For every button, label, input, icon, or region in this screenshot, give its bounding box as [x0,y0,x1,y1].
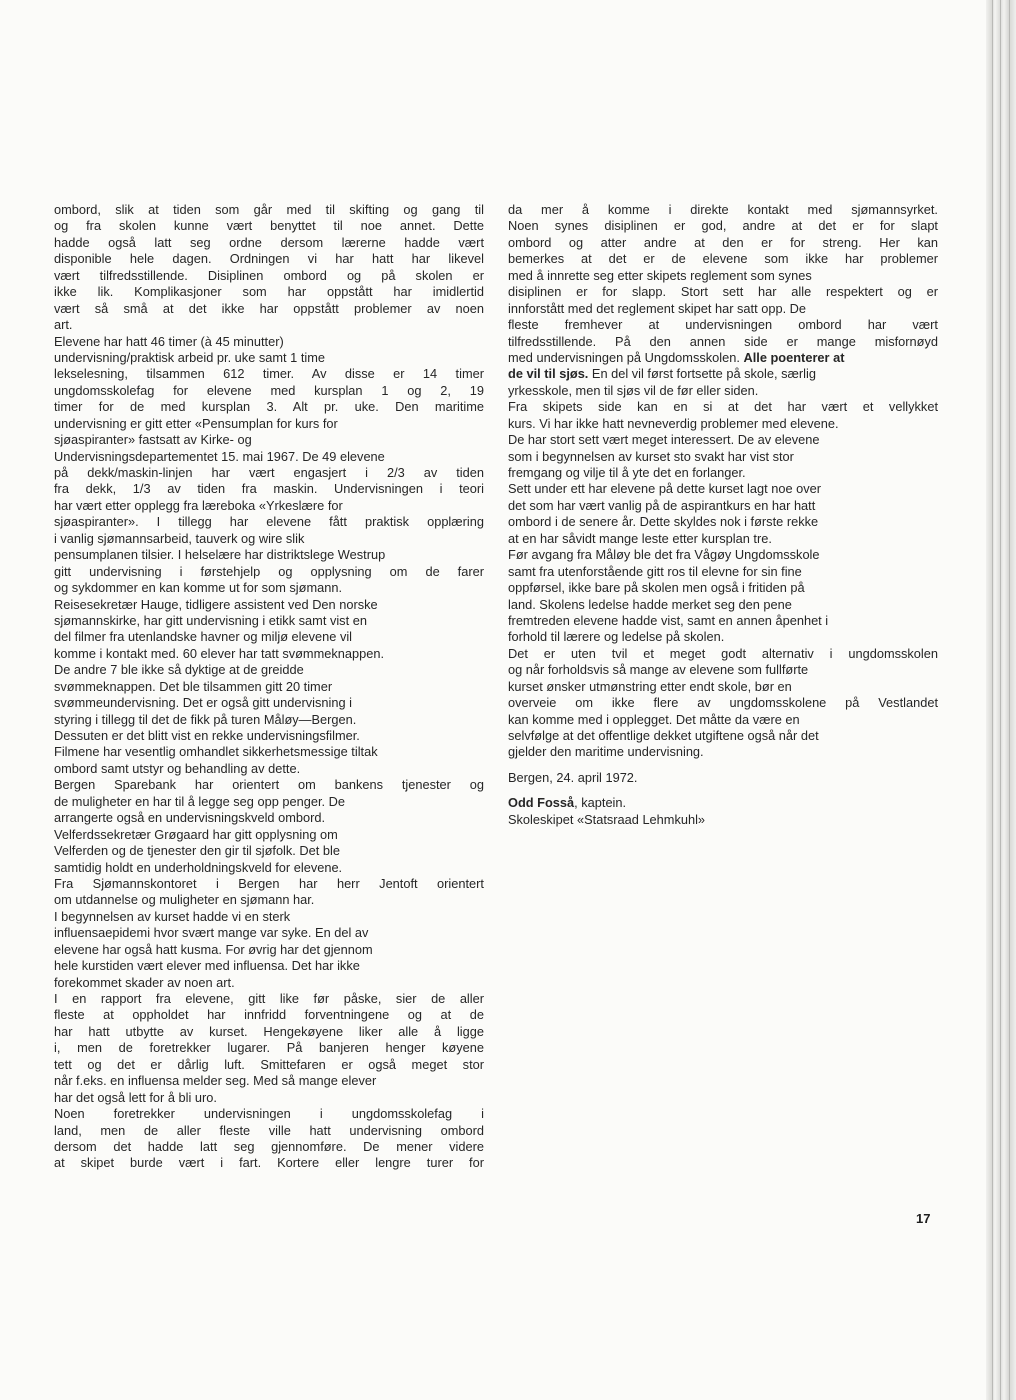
right-line-3: ombord og atter andre at den er for streng. Her kan [508,234,938,250]
left-line-7: vært så små at det ikke har oppstått problemer av noen [54,300,484,316]
right-line-23: samt fra utenforstående gitt ros til elevne for sin fine [508,563,802,579]
right-line-10-emphasis: Alle poenterer at [743,349,845,365]
left-line-50: fleste at oppholdet har innfridd forventningene og at de [54,1007,484,1023]
left-line-54: når f.eks. en influensa melder seg. Med så mange elever [54,1073,377,1089]
left-line-11: lekselesning, tilsammen 612 timer. Av disse er 14 timer [54,366,484,382]
left-line-12: ungdomsskolefag for elevene med kursplan 1 og 2, 19 [54,382,484,398]
left-line-39: Velferdssekretær Grøgaard har gitt opplysning om [54,826,338,842]
left-line-34: Filmene har vesentlig omhandlet sikkerhetsmessige tiltak [54,744,378,760]
left-line-48: forekommet skader av noen art. [54,974,235,990]
left-line-28: komme i kontakt med. 60 elever har tatt svømmeknappen. [54,645,385,661]
left-line-15: sjøaspiranter» fastsatt av Kirke- og [54,432,252,448]
left-line-4: disponible hele dagen. Ordningen vi har hatt har likevel [54,251,484,267]
left-line-38: arrangerte også en undervisningskveld ombord. [54,810,326,826]
left-line-24: og sykdommer en kan komme ut for som sjømann. [54,580,343,596]
left-line-1: ombord, slik at tiden som går med til skifting og gang til [54,202,484,217]
left-line-16: Undervisningsdepartementet 15. mai 1967. De 49 elevene [54,448,385,464]
right-line-1: da mer å komme i direkte kontakt med sjømannsyrket. [508,202,938,217]
left-line-22: pensumplanen tilsier. I helselære har distriktslege Westrup [54,547,386,563]
paragraph-gap [508,761,940,770]
left-line-19: har vært etter opplegg fra læreboka «Yrkeslære for [54,497,343,513]
right-line-11-emphasis: de vil til sjøs. [508,366,589,382]
right-line-14: kurs. Vi har ikke hatt nevneverdig problemer med elevene. [508,415,839,431]
right-line-12: yrkesskole, men til sjøs vil de før eller siden. [508,382,759,398]
left-line-59: at skipet burde vært i fart. Kortere eller lengre turer for [54,1155,484,1171]
left-line-43: om utdannelse og muligheter en sjømann har. [54,892,315,908]
left-line-57: land, men de aller fleste ville hatt undervisning ombord [54,1122,484,1138]
left-line-47: hele kurstiden vært elever med influensa. Det har ikke [54,958,360,974]
left-line-37: de muligheter en har til å legge seg opp penger. De [54,793,345,809]
signer-title: , kaptein. [574,795,627,811]
right-line-17: fremgang og vilje til å yte det en forlanger. [508,465,746,480]
left-line-40: Velferden og de tjenester den gir til sjøfolk. Det ble [54,843,340,859]
left-line-9: Elevene har hatt 46 timer (à 45 minutter) [54,333,284,349]
paragraph-gap [508,786,940,795]
left-line-45: influensaepidemi hvor svært mange var syke. En del av [54,925,369,941]
left-line-6: ikke lik. Komplikasjoner som har oppstått har imidlertid [54,284,484,300]
left-line-56: Noen foretrekker undervisningen i ungdomsskolefag i [54,1106,484,1122]
right-line-19: det som har vært vanlig på de aspirantkurs en har hatt [508,497,816,513]
left-line-30: svømmeknappen. Det ble tilsammen gitt 20 timer [54,678,333,694]
right-line-16: som i begynnelsen av kurset sto svakt har vist stor [508,448,794,464]
ship-name: Skoleskipet «Statsraad Lehmkuhl» [508,811,706,827]
left-line-14: undervisning er gitt etter «Pensumplan for kurs for [54,415,338,431]
place-date: Bergen, 24. april 1972. [508,769,638,785]
page-edge [986,0,1016,1400]
right-line-9: tilfredsstillende. På den annen side er mange misfornøyd [508,333,938,349]
signer-name: Odd Fosså [508,795,575,811]
right-line-27: forhold til lærere og ledelse på skolen. [508,629,725,645]
right-line-30: kurset ønsker utmønstring etter endt skole, bør en [508,678,792,694]
right-line-11-text: En del vil først fortsette på skole, særlig [588,366,816,382]
right-line-11 [508,366,940,382]
left-line-2: og fra skolen kunne vært benyttet til noe annet. Dette [54,218,484,234]
right-line-33: selvfølge at det offentlige dekket utgiftene også når det [508,728,819,743]
right-line-10-text: med undervisningen på Ungdomsskolen. [508,349,744,365]
left-line-41: samtidig holdt en underholdningskveld for elevene. [54,859,343,875]
right-line-6: disiplinen er for slapp. Stort sett har alle respektert og er [508,284,938,300]
left-line-25: Reisesekretær Hauge, tidligere assistent ved Den norske [54,596,378,612]
right-line-22: Før avgang fra Måløy ble det fra Vågøy Ungdomsskole [508,547,820,563]
right-line-28: Det er uten tvil et meget godt alternativ i ungdomsskolen [508,645,938,661]
left-line-32: styring i tillegg til det de fikk på turen Måløy—Bergen. [54,711,357,727]
signature-line [508,795,940,811]
left-line-27: del filmer fra utenlandske havner og miljø elevene vil [54,629,353,645]
page-number: 17 [916,1211,931,1226]
right-line-34: gjelder den maritime undervisning. [508,744,704,760]
right-line-18: Sett under ett har elevene på dette kurset lagt noe over [508,481,822,497]
left-line-3: hadde også latt seg ordne dersom lærerne hadde vært [54,234,484,250]
left-line-53: tett og det er dårlig luft. Smittefaren er også meget stor [54,1056,484,1072]
right-line-29: og når forholdsvis så mange av elevene som fullførte [508,662,809,678]
left-line-5: vært tilfredsstillende. Disiplinen ombord og på skolen er [54,267,484,283]
right-line-20: ombord i de senere år. Dette skyldes nok i første rekke [508,514,819,530]
left-line-17: på dekk/maskin-linjen har vært engasjert i 2/3 av tiden [54,465,484,480]
left-line-52: i, men de foretrekker lugarer. På banjeren henger køyene [54,1040,484,1056]
right-line-4: bemerkes at det er de elevene som ikke har problemer [508,251,938,267]
left-line-21: i vanlig sjømannsarbeid, tauverk og wire slik [54,530,305,546]
right-line-24: oppførsel, ikke bare på skolen men også i fritiden på [508,580,805,596]
left-line-49: I en rapport fra elevene, gitt like før påske, sier de aller [54,991,484,1006]
left-line-35: ombord samt utstyr og behandling av dette. [54,760,301,776]
left-line-42: Fra Sjømannskontoret i Bergen har herr Jentoft orientert [54,875,484,891]
right-line-8: fleste fremhever at undervisningen ombord har vært [508,317,938,333]
right-line-7: innforstått med det reglement skipet har satt opp. De [508,300,807,316]
left-line-26: sjømannskirke, har gitt undervisning i etikk samt vist en [54,612,367,628]
left-line-46: elevene har også hatt kusma. For øvrig har det gjennom [54,941,373,957]
right-line-32: kan komme med i opplegget. Det måtte da være en [508,711,800,727]
right-column [508,202,940,828]
right-line-10 [508,350,940,366]
left-column [54,202,486,1172]
left-line-58: dersom det hadde latt seg gjennomføre. De mener videre [54,1138,484,1154]
right-line-31: overveie om ikke flere av ungdomsskolene på Vestlandet [508,695,938,711]
left-line-18: fra dekk, 1/3 av tiden fra maskin. Undervisningen i teori [54,481,484,497]
left-line-29: De andre 7 ble ikke så dyktige at de greidde [54,662,304,678]
left-line-55: har det også lett for å bli uro. [54,1089,217,1105]
left-line-8: art. [54,317,73,333]
left-line-20: sjøaspiranter». I tillegg har elevene fått praktisk opplæring [54,514,484,530]
right-line-13: Fra skipets side kan en si at det har vært et vellykket [508,399,938,415]
left-line-13: timer for de med kursplan 3. Alt pr. uke. Den maritime [54,399,484,415]
left-line-33: Dessuten er det blitt vist en rekke undervisningsfilmer. [54,728,360,743]
left-line-44: I begynnelsen av kurset hadde vi en sterk [54,908,291,924]
right-line-25: land. Skolens ledelse hadde merket seg den pene [508,596,792,612]
right-line-21: at en har såvidt mange leste etter kursplan tre. [508,530,772,546]
right-line-2: Noen synes disiplinen er god, andre at det er for slapt [508,218,938,234]
left-line-31: svømmeundervisning. Det er også gitt undervisning i [54,695,353,711]
right-line-26: fremtreden elevene hadde vist, samt en annen åpenhet i [508,612,829,628]
left-line-10: undervisning/praktisk arbeid pr. uke samt 1 time [54,349,325,365]
right-line-5: med å innrette seg etter skipets reglement som synes [508,267,812,283]
left-line-51: har hatt utbytte av kurset. Hengekøyene liker alle å ligge [54,1023,484,1039]
left-line-23: gitt undervisning i førstehjelp og opplysning om de farer [54,563,484,579]
left-line-36: Bergen Sparebank har orientert om bankens tjenester og [54,777,484,793]
right-line-15: De har stort sett vært meget interessert. De av elevene [508,432,820,448]
